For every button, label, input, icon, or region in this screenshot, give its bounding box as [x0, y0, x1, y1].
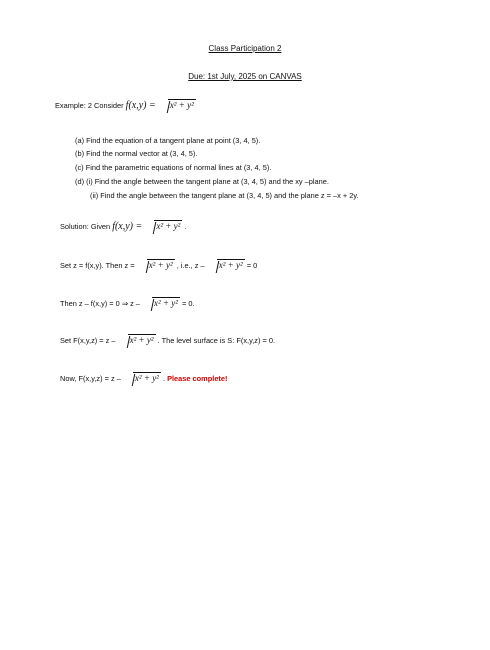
- due-date: Due: 1st July, 2025 on CANVAS: [188, 72, 302, 81]
- question-a-label: (a): [75, 136, 85, 145]
- line-2-sqrt: [139, 258, 175, 273]
- solution-line-3: [60, 296, 195, 311]
- solution-function: f(x,y) =: [112, 221, 143, 232]
- question-d-text: (i) Find the angle between the tangent plane at (3, 4, 5) and the xy –plane.: [86, 177, 329, 186]
- line-4-sqrt: [120, 333, 156, 348]
- question-b: [75, 147, 197, 161]
- line-5-part-a: Now, F(x,y,z) = z –: [60, 374, 121, 383]
- question-d-label: (d): [75, 177, 85, 186]
- question-d-ii: [90, 189, 359, 203]
- example-radicand: x² + y²: [169, 100, 194, 110]
- class-title: Class Participation 2: [208, 44, 282, 53]
- example-line: [55, 98, 196, 113]
- line-2-part-a: Set z = f(x,y). Then z =: [60, 261, 135, 270]
- line-2-sqrt-2: [209, 258, 245, 273]
- line-2-part-b: , i.e., z –: [176, 261, 205, 270]
- solution-line-4: [60, 333, 275, 348]
- solution-prefix: Solution: Given: [60, 222, 111, 231]
- question-c-text: Find the parametric equations of normal lines at (3, 4, 5).: [85, 163, 272, 172]
- line-3-part-a: Then z – f(x,y) = 0 ⇒ z –: [60, 299, 140, 308]
- line-3-sqrt: [144, 296, 180, 311]
- line-5-sqrt: [125, 371, 161, 386]
- solution-line-1-suffix: .: [184, 222, 187, 231]
- solution-line-1: [60, 219, 186, 234]
- solution-line-5: [60, 371, 227, 386]
- question-d: [75, 175, 329, 189]
- line-3-radicand: x² + y²: [154, 298, 178, 308]
- line-2-radicand: x² + y²: [148, 260, 173, 270]
- line-2-part-c: = 0: [246, 261, 258, 270]
- question-a: [75, 134, 260, 148]
- solution-sqrt: [146, 219, 182, 234]
- line-4-part-a: Set F(x,y,z) = z –: [60, 336, 116, 345]
- example-sqrt: [160, 98, 196, 113]
- line-3-part-b: = 0.: [182, 299, 195, 308]
- solution-line-2: [60, 258, 257, 273]
- example-prefix: Example: 2 Consider: [55, 101, 124, 110]
- question-b-text: Find the normal vector at (3, 4, 5).: [86, 149, 198, 158]
- question-a-text: Find the equation of a tangent plane at point (3, 4, 5).: [86, 136, 261, 145]
- complete-note: Please complete!: [167, 374, 228, 383]
- line-5-part-b: .: [162, 374, 166, 383]
- line-4-part-b: . The level surface is S: F(x,y,z) = 0.: [157, 336, 276, 345]
- question-c-label: (c): [75, 163, 84, 172]
- line-2-radicand-2: x² + y²: [218, 260, 243, 270]
- solution-radicand: x² + y²: [156, 221, 181, 231]
- line-4-radicand: x² + y²: [129, 335, 154, 345]
- example-function: f(x,y) =: [125, 100, 156, 111]
- line-5-radicand: x² + y²: [134, 373, 159, 383]
- question-c: [75, 161, 271, 175]
- question-b-label: (b): [75, 149, 85, 158]
- question-d-ii-text: (ii) Find the angle between the tangent plane at (3, 4, 5) and the plane z = –x + 2y.: [90, 191, 359, 200]
